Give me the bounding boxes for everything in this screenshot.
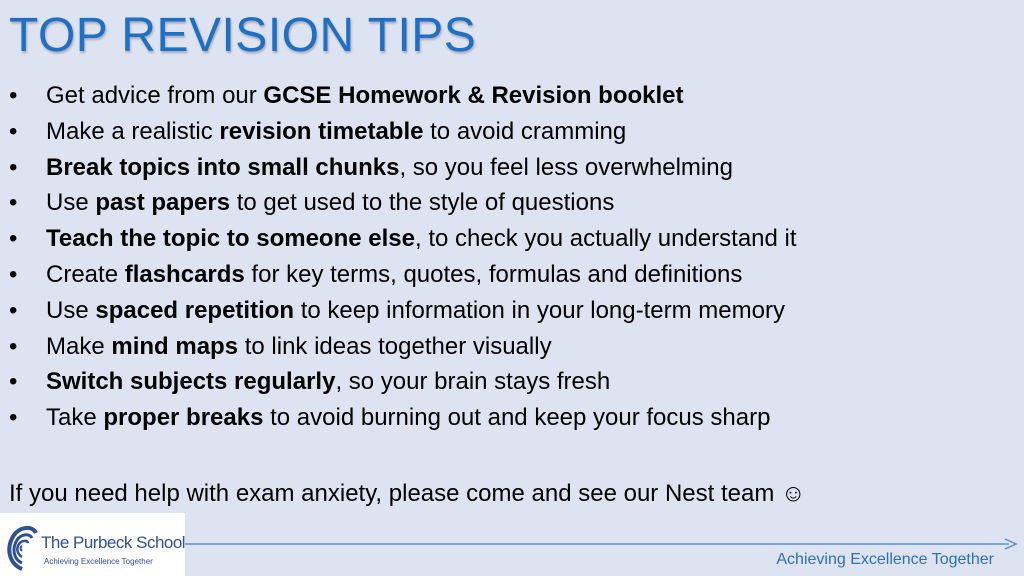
tip-item: [6, 333, 1016, 369]
tip-text-after: for key terms, quotes, formulas and definitions: [244, 260, 743, 288]
tip-item: [6, 368, 1016, 404]
tip-text: [46, 368, 610, 396]
tip-text-before: Use: [46, 296, 96, 324]
tip-bold-phrase: mind maps: [111, 332, 239, 360]
footer-arrow: [185, 538, 1019, 550]
tip-text-before: Use: [46, 189, 96, 217]
tip-text: [46, 297, 785, 325]
tip-item: [6, 82, 1016, 118]
tip-bold-phrase: flashcards: [124, 260, 245, 288]
tip-bold-phrase: revision timetable: [219, 117, 424, 145]
tip-text-before: Take: [46, 404, 104, 432]
tip-text-before: Make a realistic: [46, 117, 220, 145]
tip-text-after: to link ideas together visually: [238, 332, 552, 360]
tip-bold-phrase: Teach the topic to someone else: [46, 225, 415, 253]
tip-text: [46, 404, 770, 432]
logo-tagline: Achieving Excellence Together: [44, 557, 153, 566]
tip-text: [46, 225, 797, 253]
tip-item: [6, 297, 1016, 333]
tip-item: [6, 189, 1016, 225]
tip-text-after: , so you feel less overwhelming: [399, 153, 733, 181]
tip-text: [46, 118, 626, 146]
tip-bold-phrase: GCSE Homework & Revision booklet: [263, 82, 684, 109]
tip-text-after: , so your brain stays fresh: [335, 368, 611, 396]
school-logo: [0, 513, 185, 576]
bullet-icon: •: [9, 368, 18, 396]
tip-text-after: to avoid cramming: [423, 117, 627, 145]
tip-text: [46, 82, 684, 110]
bullet-icon: •: [9, 225, 18, 253]
shell-logo-icon: [4, 519, 40, 573]
tip-bold-phrase: Switch subjects regularly: [46, 368, 336, 396]
tip-item: [6, 154, 1016, 190]
bullet-icon: •: [9, 404, 18, 432]
bullet-icon: •: [9, 189, 18, 217]
tip-item: [6, 225, 1016, 261]
tip-text-after: to get used to the style of questions: [230, 189, 615, 217]
tip-text-before: Make: [46, 332, 112, 360]
tip-text: [46, 333, 552, 361]
tip-text-before: Create: [46, 260, 125, 288]
tip-bold-phrase: past papers: [95, 189, 231, 217]
bullet-icon: •: [9, 260, 18, 288]
tip-item: [6, 404, 1016, 440]
tip-text: [46, 189, 614, 217]
slide-title: TOP REVISION TIPS: [9, 9, 477, 62]
tip-bold-phrase: Break topics into small chunks: [46, 153, 400, 181]
school-name: The Purbeck School: [41, 533, 186, 552]
help-text: If you need help with exam anxiety, please come and see our Nest team ☺: [9, 480, 806, 507]
tip-text-after: to avoid burning out and keep your focus sharp: [263, 404, 771, 432]
bullet-icon: •: [9, 82, 18, 109]
tip-bold-phrase: spaced repetition: [95, 296, 295, 324]
tip-bold-phrase: proper breaks: [103, 404, 264, 432]
bullet-icon: •: [9, 332, 18, 360]
tip-text-before: Get advice from our: [46, 82, 264, 109]
school-motto: Achieving Excellence Together: [776, 551, 994, 568]
tip-text-after: , to check you actually understand it: [414, 225, 797, 253]
tips-list: [6, 82, 1016, 440]
tip-text: [46, 261, 742, 289]
tip-item: [6, 261, 1016, 297]
tip-item: [6, 118, 1016, 154]
tip-text: [46, 154, 733, 182]
bullet-icon: •: [9, 117, 18, 145]
bullet-icon: •: [9, 153, 18, 181]
tip-text-after: to keep information in your long-term memory: [294, 296, 785, 324]
bullet-icon: •: [9, 296, 18, 324]
